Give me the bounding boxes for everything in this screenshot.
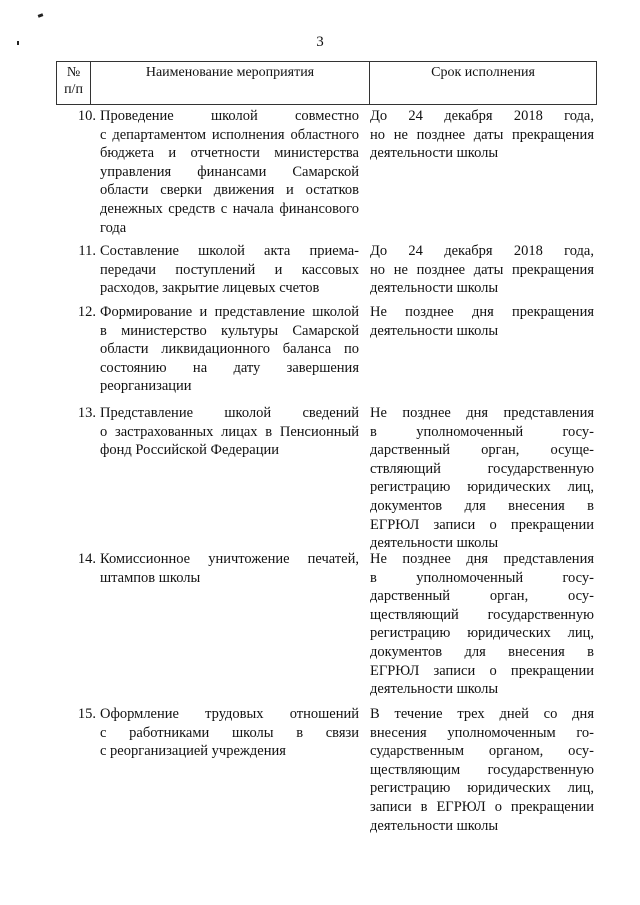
row-number: 13. xyxy=(77,405,96,421)
deadline: В течение трех дней со дня внесения уполномоченным го- сударственным органом, осу- ществляющим государственную регистрацию юридических лиц, записи в ЕГРЮЛ о прекращении деятельности школы xyxy=(370,706,594,834)
header-term: Срок исполнения xyxy=(370,62,597,105)
row-number: 11. xyxy=(78,243,96,259)
page-number: 3 xyxy=(316,34,324,50)
header-num: № п/п xyxy=(57,62,91,105)
row-number: 14. xyxy=(77,551,96,567)
header-name: Наименование мероприятия xyxy=(91,62,370,105)
activity-name: Составление школой акта приема- передачи поступлений и кассовых расходов, закрытие лицевых счетов xyxy=(100,243,359,297)
deadline: До 24 декабря 2018 года, но не позднее даты прекращения деятельности школы xyxy=(370,243,594,297)
activity-name: Комиссионное уничтожение печатей, штампов школы xyxy=(100,551,359,586)
row-number: 12. xyxy=(77,304,96,320)
activity-name: Формирование и представление школой в министерство культуры Самарской области ликвидационного баланса по состоянию на дату завершения реорганизации xyxy=(100,304,359,395)
deadline: Не позднее дня представления в уполномоченный госу- дарственный орган, осу- ществляющий государственную регистрацию юридических лиц, документов для внесения в ЕГРЮЛ записи о прекращении деятельности школы xyxy=(370,551,594,698)
activity-name: Представление школой сведений о застрахованных лицах в Пенсионный фонд Российской Федерации xyxy=(100,405,359,459)
table-header xyxy=(56,61,597,105)
deadline: Не позднее дня представления в уполномоченный госу- дарственный орган, осуще- ствляющий государственную регистрацию юридических лиц, документов для внесения в ЕГРЮЛ записи о прекращении деятельности школы xyxy=(370,405,594,552)
deadline: До 24 декабря 2018 года, но не позднее даты прекращения деятельности школы xyxy=(370,108,594,162)
activity-name: Оформление трудовых отношений с работниками школы в связи с реорганизацией учреждения xyxy=(100,706,359,760)
scan-speck xyxy=(38,13,44,18)
deadline: Не позднее дня прекращения деятельности школы xyxy=(370,304,594,339)
activity-name: Проведение школой совместно с департаментом исполнения областного бюджета и отчетности министерства управления финансами Самарской области сверки движения и остатков денежных средств с начала финансового года xyxy=(100,108,359,236)
row-number: 10. xyxy=(77,108,96,124)
row-number: 15. xyxy=(77,706,96,722)
